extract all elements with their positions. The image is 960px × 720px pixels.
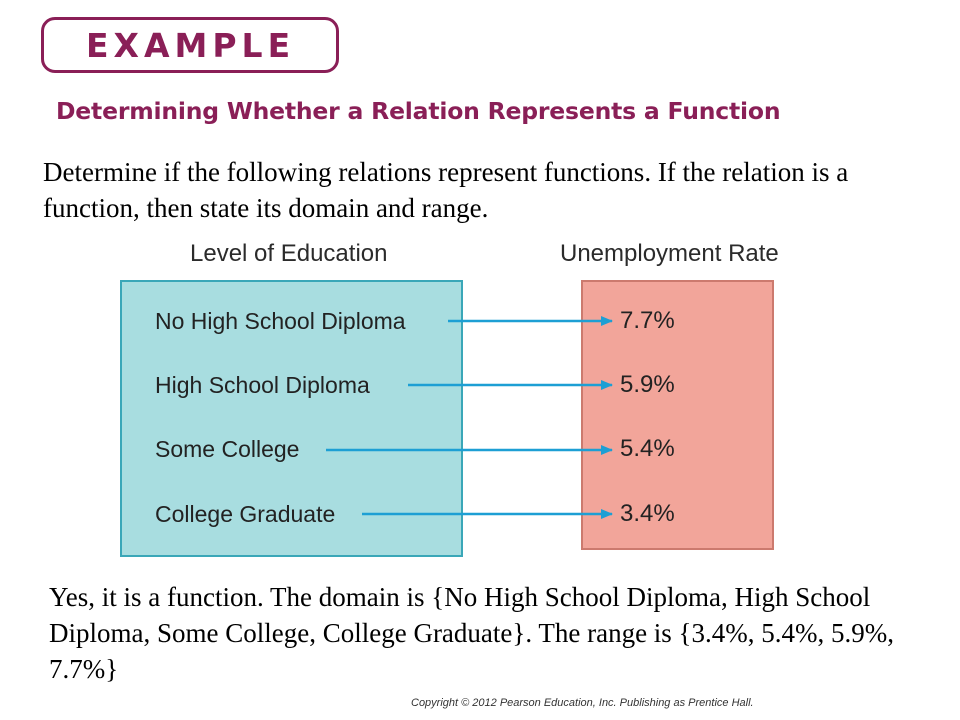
copyright-notice: Copyright © 2012 Pearson Education, Inc. Publishing as Prentice Hall. xyxy=(411,697,754,709)
range-item-5-9: 5.9% xyxy=(620,371,675,398)
domain-header: Level of Education xyxy=(190,240,388,267)
range-header: Unemployment Rate xyxy=(560,240,779,267)
range-item-3-4: 3.4% xyxy=(620,500,675,527)
domain-item-some-college: Some College xyxy=(155,436,300,462)
range-item-5-4: 5.4% xyxy=(620,435,675,462)
domain-item-no-diploma: No High School Diploma xyxy=(155,308,406,334)
domain-item-diploma: High School Diploma xyxy=(155,372,370,398)
answer-text: Yes, it is a function. The domain is {No High School Diploma, High School Diploma, Some College, College Graduate}. The range is {3.4%, 5.4%, 5.9%, 7.7%} xyxy=(49,582,894,684)
range-item-7-7: 7.7% xyxy=(620,307,675,334)
example-label: EXAMPLE xyxy=(86,25,296,65)
problem-prompt: Determine if the following relations represent functions. If the relation is a function, then state its domain and range. xyxy=(43,157,849,223)
domain-item-college-graduate: College Graduate xyxy=(155,501,336,527)
slide-subtitle: Determining Whether a Relation Represents a Function xyxy=(56,97,781,125)
